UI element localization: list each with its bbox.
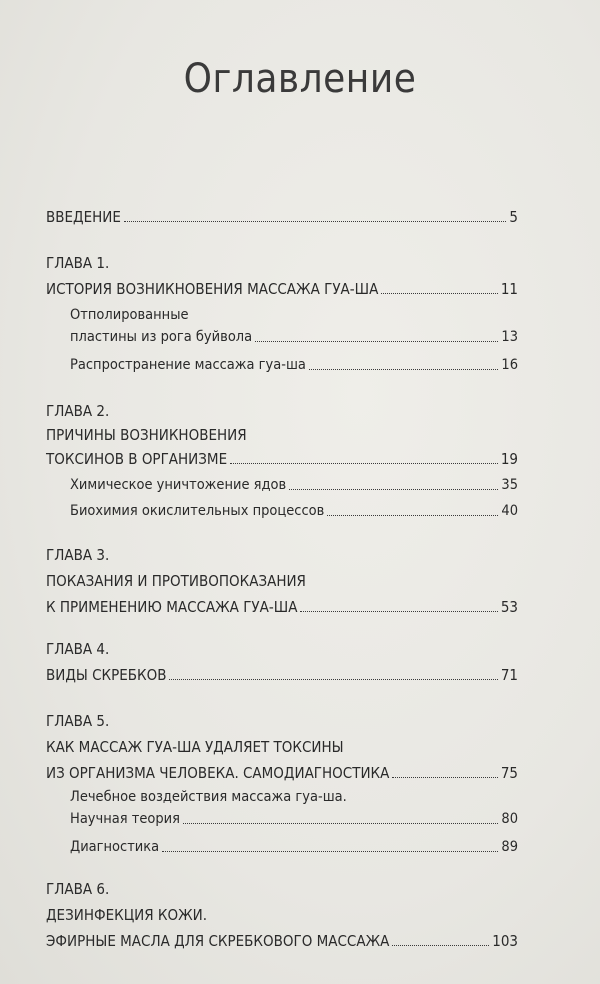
chapter-4-label: ГЛАВА 4.	[46, 640, 110, 658]
page-title: Оглавление	[183, 56, 417, 102]
toc-entry-ch1-sub2[interactable]	[70, 348, 518, 374]
toc-entry-intro[interactable]	[46, 200, 518, 226]
toc-entry-ch6[interactable]	[46, 924, 518, 950]
toc-page-number: 13	[501, 329, 518, 345]
toc-entry-text: Диагностика	[70, 839, 160, 855]
toc-page-number: 5	[509, 208, 518, 226]
toc-entry-ch2[interactable]	[46, 442, 518, 468]
toc-leader-dots	[327, 515, 498, 516]
toc-entry-ch1-sub1[interactable]	[70, 320, 518, 346]
toc-entry-text: ИСТОРИЯ ВОЗНИКНОВЕНИЯ МАССАЖА ГУА-ША	[46, 280, 379, 298]
ch2-main-line1: ПРИЧИНЫ ВОЗНИКНОВЕНИЯ	[46, 426, 247, 444]
ch1-sub1-line1: Отполированные	[70, 307, 189, 323]
toc-entry-ch4[interactable]	[46, 658, 518, 684]
chapter-5-label: ГЛАВА 5.	[46, 712, 110, 730]
toc-entry-text: К ПРИМЕНЕНИЮ МАССАЖА ГУА-ША	[46, 598, 298, 616]
ch6-main-line1: ДЕЗИНФЕКЦИЯ КОЖИ.	[46, 906, 208, 924]
toc-leader-dots	[169, 679, 497, 680]
chapter-1-label: ГЛАВА 1.	[46, 254, 110, 272]
toc-leader-dots	[300, 611, 497, 612]
toc-leader-dots	[124, 221, 507, 222]
toc-leader-dots	[309, 369, 499, 370]
toc-entry-ch2-sub1[interactable]	[70, 468, 518, 494]
toc-page-number: 71	[500, 666, 518, 684]
toc-page-number: 53	[500, 598, 518, 616]
toc-page-number: 80	[501, 811, 518, 827]
toc-page-number: 40	[501, 503, 518, 519]
ch3-main-line1: ПОКАЗАНИЯ И ПРОТИВОПОКАЗАНИЯ	[46, 572, 306, 590]
toc-entry-ch3[interactable]	[46, 590, 518, 616]
chapter-2-label: ГЛАВА 2.	[46, 402, 110, 420]
toc-entry-text: Научная теория	[70, 811, 180, 827]
toc-entry-ch5-sub1[interactable]	[70, 802, 518, 828]
chapter-6-label: ГЛАВА 6.	[46, 880, 110, 898]
toc-leader-dots	[381, 293, 498, 294]
toc-page-number: 89	[501, 839, 518, 855]
toc-leader-dots	[183, 823, 498, 824]
toc-entry-text: Распространение массажа гуа-ша	[70, 357, 306, 373]
toc-entry-text: ВВЕДЕНИЕ	[46, 208, 121, 226]
toc-entry-ch5-sub2[interactable]	[70, 830, 518, 856]
toc-leader-dots	[392, 945, 489, 946]
toc-entry-ch1[interactable]	[46, 272, 518, 298]
toc-entry-text: Химическое уничтожение ядов	[70, 477, 287, 493]
toc-leader-dots	[230, 463, 498, 464]
toc-page-number: 16	[501, 357, 518, 373]
toc-entry-text: ТОКСИНОВ В ОРГАНИЗМЕ	[46, 450, 228, 468]
toc-page-number: 19	[500, 450, 518, 468]
toc-page-number: 103	[492, 932, 518, 950]
toc-entry-text: ЭФИРНЫЕ МАСЛА ДЛЯ СКРЕБКОВОГО МАССАЖА	[46, 932, 390, 950]
toc-entry-text: ИЗ ОРГАНИЗМА ЧЕЛОВЕКА. САМОДИАГНОСТИКА	[46, 764, 390, 782]
toc-leader-dots	[392, 777, 497, 778]
toc-entry-text: ВИДЫ СКРЕБКОВ	[46, 666, 167, 684]
toc-entry-text: Биохимия окислительных процессов	[70, 503, 325, 519]
toc-page-number: 35	[501, 477, 518, 493]
chapter-3-label: ГЛАВА 3.	[46, 546, 110, 564]
toc-entry-ch5[interactable]	[46, 756, 518, 782]
toc-entry-ch2-sub2[interactable]	[70, 494, 518, 520]
toc-entry-text: пластины из рога буйвола	[70, 329, 253, 345]
toc-page-number: 75	[500, 764, 518, 782]
toc-leader-dots	[289, 489, 498, 490]
ch5-main-line1: КАК МАССАЖ ГУА-ША УДАЛЯЕТ ТОКСИНЫ	[46, 738, 344, 756]
toc-leader-dots	[162, 851, 498, 852]
toc-page-number: 11	[500, 280, 518, 298]
toc-leader-dots	[255, 341, 498, 342]
ch5-sub1-line1: Лечебное воздействия массажа гуа-ша.	[70, 789, 347, 805]
